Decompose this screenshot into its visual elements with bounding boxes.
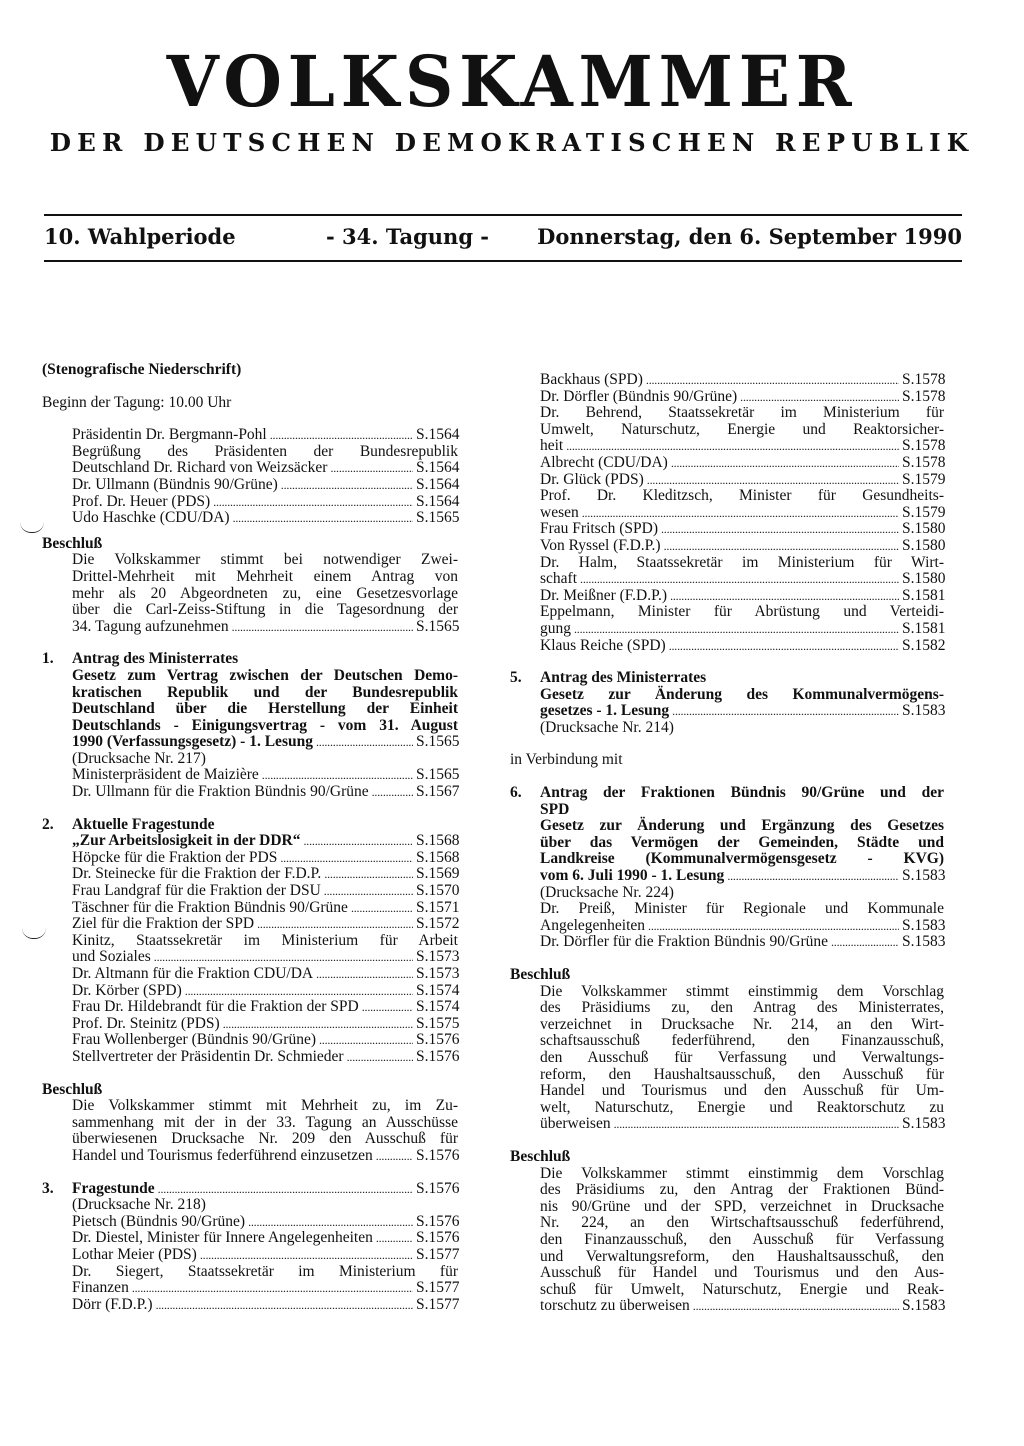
agenda-item-5 [510, 670, 944, 736]
issue-period: 10. Wahlperiode [44, 224, 236, 249]
beschluss-line: Die Volkskammer stimmt einstimmig dem Vorschlag [540, 1164, 944, 1182]
list-item-line: Prof. Dr. Kleditzsch, Minister für Gesundheits- [540, 487, 944, 505]
beschluss-label: Beschluß [42, 1080, 103, 1098]
beschluss-line: den Finanzausschuß, den Ausschuß für Verfassung [540, 1230, 944, 1248]
beschluss-block [42, 536, 458, 636]
beschluss-block [510, 967, 944, 1133]
beschluss-line: des Präsidiums zu, den Antrag des Ministerrates, [540, 999, 944, 1017]
item-title-line: SPD [540, 800, 570, 818]
list-item: Frau Dr. Hildebrandt für die Fraktion der SPD . . . S.1574 [72, 999, 458, 1016]
list-item: Frau Landgraf für die Fraktion der DSU . . . S.1570 [72, 883, 458, 900]
item-title: Antrag des Ministerrates [72, 650, 239, 668]
list-item: Dr. Meißner (F.D.P.) . . . S.1581 [540, 588, 944, 605]
beschluss-block [510, 1149, 944, 1315]
list-item: Höpcke für die Fraktion der PDS . . . S.1568 [72, 850, 458, 867]
beschluss-line: Ausschuß für Handel und Tourismus und den Aus- [540, 1264, 944, 1282]
beschluss-line: Die Volkskammer stimmt mit Mehrheit zu, im Zu- [72, 1097, 458, 1115]
list-item: wesen . . . S.1579 [540, 505, 944, 522]
item-bold-line: über das Vermögen der Gemeinden, Städte und [540, 833, 944, 851]
list-item: Dr. Altmann für die Fraktion CDU/DA . . . S.1573 [72, 966, 458, 983]
beschluss-last: 34. Tagung aufzunehmen . . . S.1565 [72, 619, 458, 636]
beschluss-last: überweisen . . . S.1583 [540, 1116, 944, 1133]
beschluss-label: Beschluß [510, 966, 571, 983]
beschluss-last: Handel und Tourismus federführend einzusetzen . . . S.1576 [72, 1148, 458, 1165]
list-item: schaft . . . S.1580 [540, 571, 944, 588]
beschluss-label: Beschluß [510, 1147, 571, 1165]
item-number: 6. [510, 784, 522, 802]
item-number: 5. [510, 669, 522, 687]
beschluss-line: Die Volkskammer stimmt bei notwendiger Zwei- [72, 551, 458, 569]
header-rule-top [44, 214, 962, 216]
beschluss-line: schuß für Umwelt, Naturschutz, Energie und Reak- [540, 1280, 944, 1298]
header-rule-bottom [44, 260, 962, 262]
masthead [0, 40, 1024, 157]
beschluss-line: Drittel-Mehrheit mit Mehrheit einem Antrag von [72, 567, 458, 585]
agenda-item-2 [42, 817, 458, 1066]
list-item-line: Eppelmann, Minister für Abrüstung und Verteidi- [540, 603, 944, 621]
list-item: Dr. Dörfler (Bündnis 90/Grüne) . . . S.1578 [540, 389, 944, 406]
list-item: Deutschland Dr. Richard von Weizsäcker . . . S.1564 [72, 460, 458, 477]
list-item: Frau Wollenberger (Bündnis 90/Grüne) . . . S.1576 [72, 1032, 458, 1049]
right-column [510, 372, 944, 1315]
beschluss-block [42, 1082, 458, 1165]
list-item: Pietsch (Bündnis 90/Grüne) . . . S.1576 [72, 1214, 458, 1231]
session-begin: Beginn der Tagung: 10.00 Uhr [42, 393, 232, 411]
drucksache: (Drucksache Nr. 214) [540, 718, 674, 736]
list-item: Finanzen . . . S.1577 [72, 1280, 458, 1297]
beschluss-line: überwiesenen Drucksache Nr. 209 den Ausschuß für [72, 1130, 458, 1148]
beschluss-line: den Ausschuß für Verfassung und Verwaltungs- [540, 1048, 944, 1066]
agenda-item-1 [42, 651, 458, 800]
drucksache: (Drucksache Nr. 218) [72, 1196, 206, 1214]
masthead-title: VOLKSKAMMER [166, 40, 858, 123]
item-number: 3. [42, 1179, 54, 1197]
item-number: 2. [42, 815, 54, 833]
list-item-line: Umwelt, Naturschutz, Energie und Reaktorsicher- [540, 420, 944, 438]
list-item: Angelegenheiten . . . S.1583 [540, 918, 944, 935]
beschluss-line: des Präsidiums zu, den Antrag der Fraktionen Bünd- [540, 1181, 944, 1199]
list-item: Lothar Meier (PDS) . . . S.1577 [72, 1247, 458, 1264]
list-item-line: Kinitz, Staatssekretär im Ministerium für Arbeit [72, 931, 458, 949]
item-title: Antrag des Ministerrates [540, 669, 707, 687]
beschluss-line: sammenhang mit der in der 33. Tagung an Ausschüsse [72, 1113, 458, 1131]
beschluss-line: Die Volkskammer stimmt einstimmig dem Vorschlag [540, 982, 944, 1000]
agenda-item-3 [42, 1181, 458, 1314]
beschluss-line: über die Carl-Zeiss-Stiftung in die Tagesordnung der [72, 601, 458, 619]
list-item: Prof. Dr. Heuer (PDS) . . . S.1564 [72, 494, 458, 511]
item-bold-line: Gesetz zum Vertrag zwischen der Deutschen Demo- [72, 666, 458, 684]
agenda-item-6 [510, 785, 944, 951]
list-item: Udo Haschke (CDU/DA) . . . S.1565 [72, 510, 458, 527]
issue-session: - 34. Tagung - [326, 224, 490, 249]
beschluss-label: Beschluß [42, 534, 103, 552]
margin-check-mark [20, 522, 44, 533]
list-item: Frau Fritsch (SPD) . . . S.1580 [540, 521, 944, 538]
beschluss-line: welt, Naturschutz, Energie und Reaktorschutz zu [540, 1098, 944, 1116]
item-bold-line: Gesetz zur Änderung und Ergänzung des Gesetzes [540, 817, 944, 835]
beschluss-line: mehr als 20 Abgeordneten zu, eine Gesetzesvorlage [72, 584, 458, 602]
list-item-line: Dr. Behrend, Staatssekretär im Ministerium für [540, 404, 944, 422]
list-item: und Soziales . . . S.1573 [72, 949, 458, 966]
beschluss-last: torschutz zu überweisen . . . S.1583 [540, 1298, 944, 1315]
list-item: Dörr (F.D.P.) . . . S.1577 [72, 1297, 458, 1314]
item-topic: „Zur Arbeitslosigkeit in der DDR“ . . . S.1568 [72, 833, 458, 850]
issue-date: Donnerstag, den 6. September 1990 [537, 224, 962, 249]
list-item-line: Dr. Preiß, Minister für Regionale und Kommunale [540, 900, 944, 918]
list-item: Dr. Dörfler für die Fraktion Bündnis 90/Grüne . . . S.1583 [540, 934, 944, 951]
beschluss-line: und Verwaltungsreform, den Haushaltsausschuß, den [540, 1247, 944, 1265]
item-bold-last: vom 6. Juli 1990 - 1. Lesung . . . S.1583 [540, 868, 944, 885]
list-item: Klaus Reiche (SPD) . . . S.1582 [540, 638, 944, 655]
list-item: Dr. Ullmann (Bündnis 90/Grüne) . . . S.1564 [72, 477, 458, 494]
list-item: Ministerpräsident de Maizière . . . S.1565 [72, 767, 458, 784]
list-item: Dr. Diestel, Minister für Innere Angelegenheiten . . . S.1576 [72, 1230, 458, 1247]
beschluss-line: verzeichnet in Drucksache Nr. 214, an den Wirt- [540, 1015, 944, 1033]
item-bold-line: Deutschland über die Herstellung der Einheit [72, 700, 458, 718]
item-bold-line: Gesetz zur Änderung des Kommunalvermögens- [540, 685, 944, 703]
item-bold-last: gesetzes - 1. Lesung . . . S.1583 [540, 703, 944, 720]
beschluss-line: Handel und Tourismus und den Ausschuß für Um- [540, 1082, 944, 1100]
list-item: Prof. Dr. Steinitz (PDS) . . . S.1575 [72, 1016, 458, 1033]
item-bold-line: kratischen Republik und der Bundesrepublik [72, 683, 458, 701]
left-column [42, 362, 458, 1313]
continued-speakers [510, 372, 944, 654]
list-item: Albrecht (CDU/DA) . . . S.1578 [540, 455, 944, 472]
opening-speakers [42, 427, 458, 527]
list-item: Dr. Glück (PDS) . . . S.1579 [540, 472, 944, 489]
beschluss-line: nis 90/Grüne und der SPD, verzeichnet in Drucksache [540, 1197, 944, 1215]
issue-line [44, 220, 962, 256]
masthead-subtitle: DER DEUTSCHEN DEMOKRATISCHEN REPUBLIK [49, 128, 975, 157]
drucksache: (Drucksache Nr. 217) [72, 749, 206, 767]
drucksache: (Drucksache Nr. 224) [540, 883, 674, 901]
list-item: heit . . . S.1578 [540, 438, 944, 455]
list-item-line: Dr. Siegert, Staatssekretär im Ministerium für [72, 1262, 458, 1280]
item-title-line: Antrag der Fraktionen Bündnis 90/Grüne und der [540, 784, 944, 802]
list-item: Dr. Ullmann für die Fraktion Bündnis 90/Grüne . . . S.1567 [72, 784, 458, 801]
list-item: Täschner für die Fraktion Bündnis 90/Grüne . . . S.1571 [72, 900, 458, 917]
section-heading: (Stenografische Niederschrift) [42, 361, 242, 378]
beschluss-line: schaftsausschuß federführend, den Finanzausschuß, [540, 1032, 944, 1050]
list-item-line: Dr. Halm, Staatssekretär im Ministerium für Wirt- [540, 553, 944, 571]
item-bold-line: Landkreise (Kommunalvermögensgesetz - KVG) [540, 850, 944, 868]
list-item: Backhaus (SPD) . . . S.1578 [540, 372, 944, 389]
list-item: Präsidentin Dr. Bergmann-Pohl . . . S.1564 [72, 427, 458, 444]
item-number: 1. [42, 650, 54, 668]
item-bold-last: 1990 (Verfassungsgesetz) - 1. Lesung . . . S.1565 [72, 734, 458, 751]
list-item: Dr. Steinecke für die Fraktion der F.D.P. . . . S.1569 [72, 866, 458, 883]
list-item: gung . . . S.1581 [540, 621, 944, 638]
list-item: Dr. Körber (SPD) . . . S.1574 [72, 983, 458, 1000]
item-title: Aktuelle Fragestunde [72, 815, 215, 833]
beschluss-line: Nr. 224, an den Wirtschaftsausschuß federführend, [540, 1214, 944, 1232]
connector-text: in Verbindung mit [510, 751, 623, 769]
list-item: Ziel für die Fraktion der SPD . . . S.1572 [72, 916, 458, 933]
list-item: Von Ryssel (F.D.P.) . . . S.1580 [540, 538, 944, 555]
beschluss-line: reform, den Haushaltsausschuß, den Ausschuß für [540, 1065, 944, 1083]
list-item: Stellvertreter der Präsidentin Dr. Schmieder . . . S.1576 [72, 1049, 458, 1066]
item-title: Fragestunde . . . S.1576 [72, 1181, 458, 1198]
item-bold-line: Deutschlands - Einigungsvertrag - vom 31. August [72, 716, 458, 734]
list-item-line: Begrüßung des Präsidenten der Bundesrepublik [72, 442, 458, 460]
